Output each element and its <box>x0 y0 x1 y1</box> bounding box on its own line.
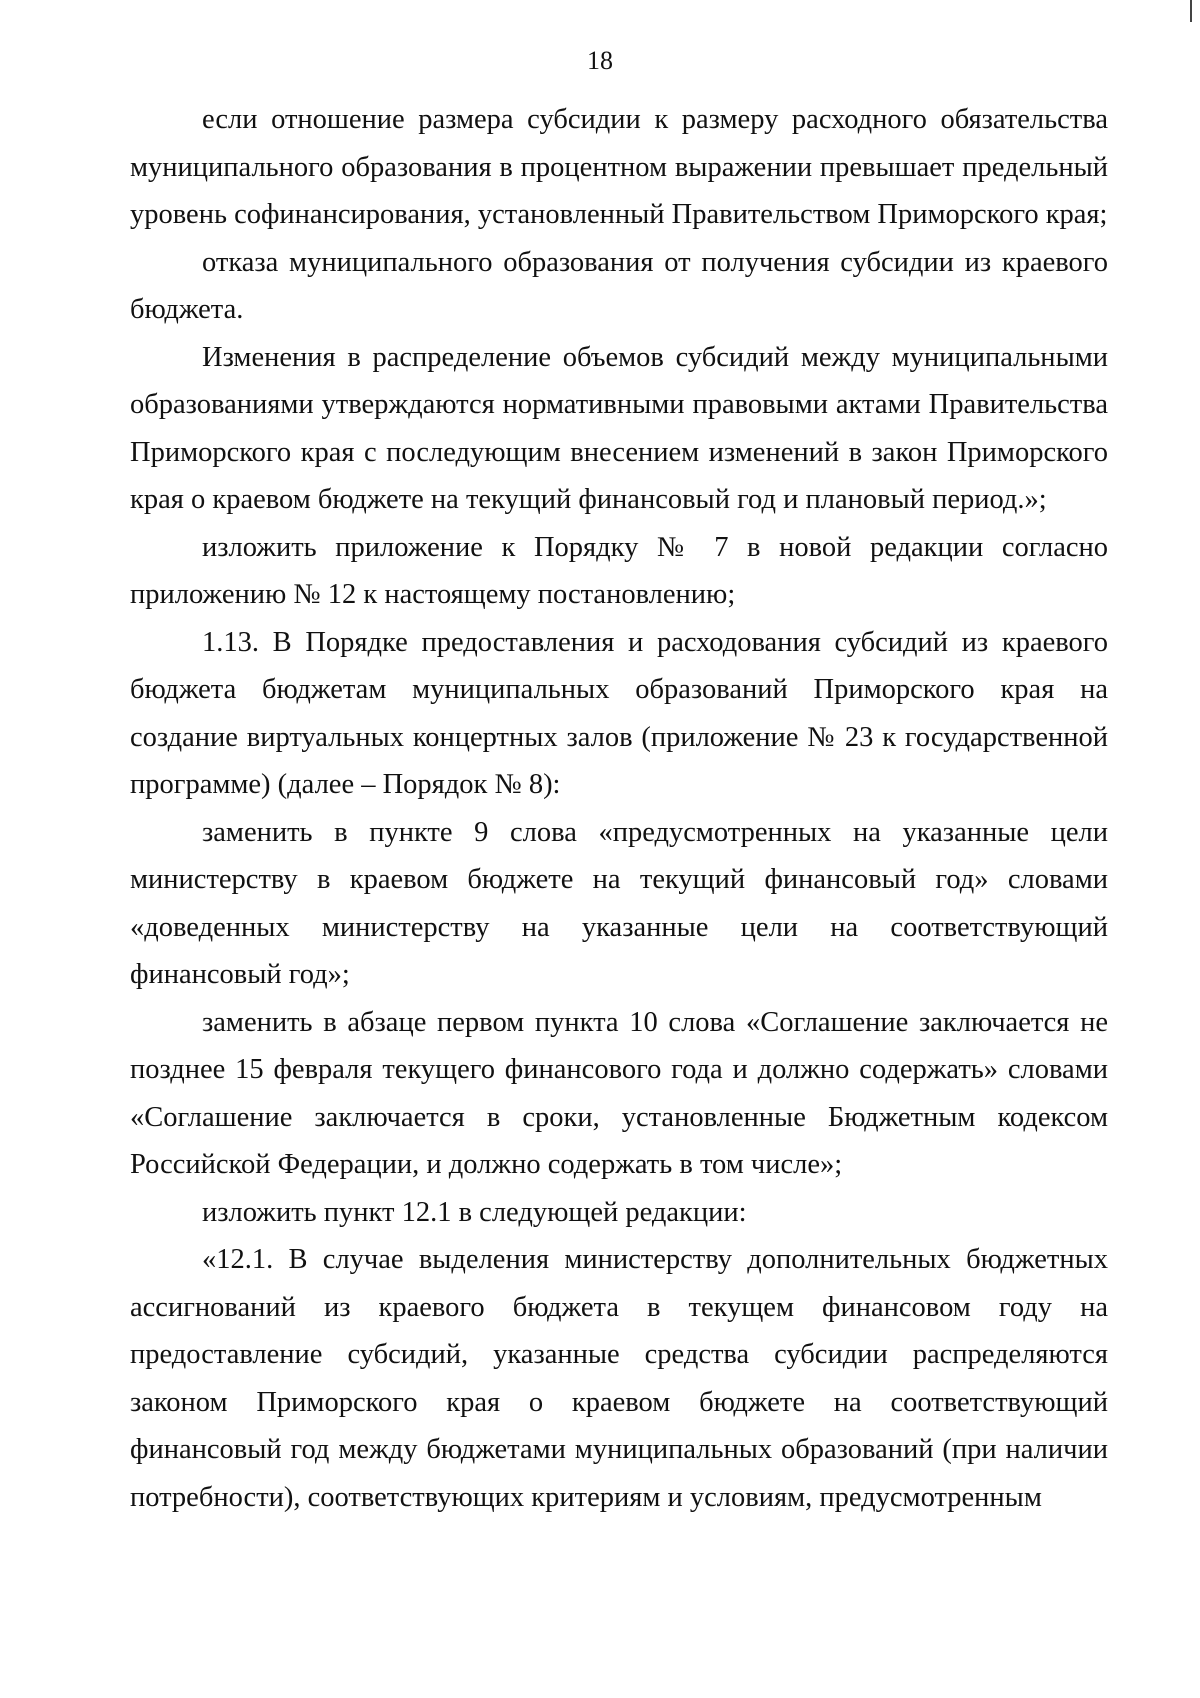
paragraph-subsidy-ratio-condition: если отношение размера субсидии к размеру расходного обязательства муниципального образования в процентном выражении превышает предельный уровень софинансирования, установленный Правительством Приморского края; <box>130 104 1108 230</box>
paragraph-section-1-13: 1.13. В Порядке предоставления и расходования субсидий из краевого бюджета бюджетам муниципальных образований Приморского края на создание виртуальных концертных залов (приложение № 23 к государственной программе) (далее – Порядок № 8): <box>130 626 1108 800</box>
paragraph-item-9-replacement: заменить в пункте 9 слова «предусмотренных на указанные цели министерству в краевом бюджете на текущий финансовый год» словами «доведенных министерству на указанные цели на соответствующий финансовый год»; <box>130 816 1108 990</box>
scan-edge-mark <box>1190 0 1192 22</box>
page-number: 18 <box>587 46 613 75</box>
document-body <box>130 96 1108 1521</box>
paragraph-refusal-condition: отказа муниципального образования от получения субсидии из краевого бюджета. <box>130 246 1108 325</box>
paragraph-appendix-order-7: изложить приложение к Порядку № 7 в новой редакции согласно приложению № 12 к настоящему постановлению; <box>130 531 1108 610</box>
paragraph-item-12-1-text: «12.1. В случае выделения министерству дополнительных бюджетных ассигнований из краевого бюджета в текущем финансовом году на предоставление субсидий, указанные средства субсидии распределяются законом Приморского края о краевом бюджете на соответствующий финансовый год между бюджетами муниципальных образований (при наличии потребности), соответствующих критериям и условиям, предусмотренным <box>130 1244 1108 1513</box>
paragraph-distribution-changes: Изменения в распределение объемов субсидий между муниципальными образованиями утверждаются нормативными правовыми актами Правительства Приморского края с последующим внесением изменений в закон Приморского края о краевом бюджете на текущий финансовый год и плановый период.»; <box>130 341 1108 515</box>
paragraph-item-12-1-intro: изложить пункт 12.1 в следующей редакции: <box>202 1196 747 1228</box>
paragraph-item-10-replacement: заменить в абзаце первом пункта 10 слова «Соглашение заключается не позднее 15 февраля текущего финансового года и должно содержать» словами «Соглашение заключается в сроки, установленные Бюджетным кодексом Российской Федерации, и должно содержать в том числе»; <box>130 1006 1108 1180</box>
